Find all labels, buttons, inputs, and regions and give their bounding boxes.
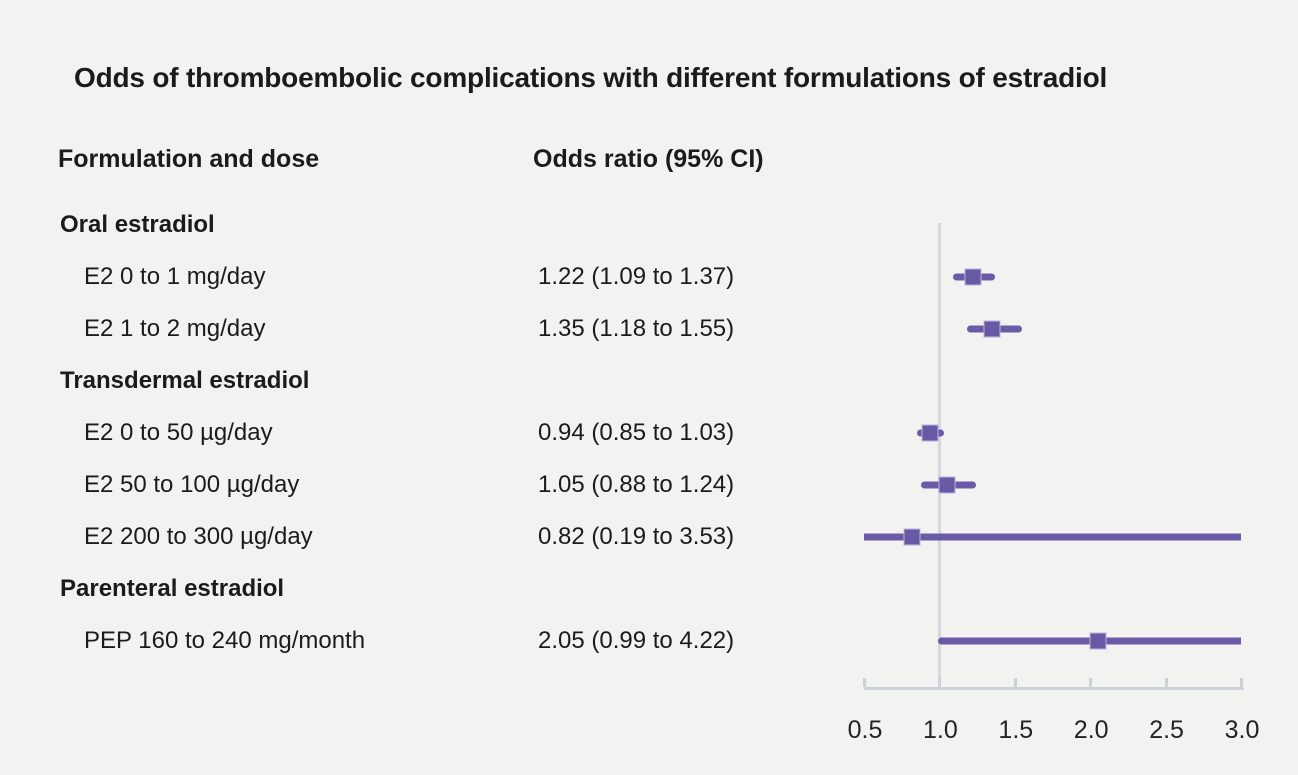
marker-square: [938, 477, 955, 494]
axis-tick-label: 2.5: [1149, 716, 1184, 744]
marker-square: [1089, 633, 1106, 650]
axis-tick-label: 2.0: [1073, 716, 1109, 744]
or-value: 2.05 (0.99 to 4.22): [538, 627, 735, 654]
axis-tick-label: 0.5: [847, 716, 883, 744]
x-axis-line: [864, 687, 1244, 690]
axis-tick: [1014, 678, 1017, 687]
marker-square: [964, 269, 981, 286]
row-label: E2 0 to 1 mg/day: [84, 263, 266, 290]
or-value: 1.05 (0.88 to 1.24): [538, 471, 735, 498]
axis-tick: [1240, 678, 1243, 687]
axis-tick-label: 3.0: [1224, 716, 1260, 744]
or-value: 0.94 (0.85 to 1.03): [538, 419, 735, 446]
marker-square: [984, 321, 1001, 338]
row-label: E2 200 to 300 µg/day: [84, 523, 313, 550]
or-value: 1.35 (1.18 to 1.55): [538, 315, 735, 342]
axis-tick-label: 1.5: [998, 716, 1034, 744]
row-label: PEP 160 to 240 mg/month: [84, 627, 366, 654]
chart-title: Odds of thromboembolic complications with different formulations of estradiol: [74, 62, 1108, 93]
column-header-formulation: Formulation and dose: [58, 145, 320, 173]
axis-tick: [938, 678, 941, 687]
axis-tick-label: 1.0: [923, 716, 958, 744]
axis-tick: [1089, 678, 1092, 687]
row-label: E2 50 to 100 µg/day: [84, 471, 300, 498]
column-header-odds-ratio: Odds ratio (95% CI): [533, 145, 764, 173]
or-value: 1.22 (1.09 to 1.37): [538, 263, 735, 290]
group-label: Parenteral estradiol: [60, 575, 285, 602]
row-label: E2 0 to 50 µg/day: [84, 419, 273, 446]
reference-line: [938, 223, 941, 689]
group-label: Oral estradiol: [60, 211, 215, 238]
marker-square: [922, 425, 939, 442]
group-label: Transdermal estradiol: [60, 367, 310, 394]
row-label: E2 1 to 2 mg/day: [84, 315, 266, 342]
marker-square: [904, 529, 921, 546]
axis-tick: [1165, 678, 1168, 687]
axis-tick: [863, 678, 866, 687]
or-value: 0.82 (0.19 to 3.53): [538, 523, 735, 550]
